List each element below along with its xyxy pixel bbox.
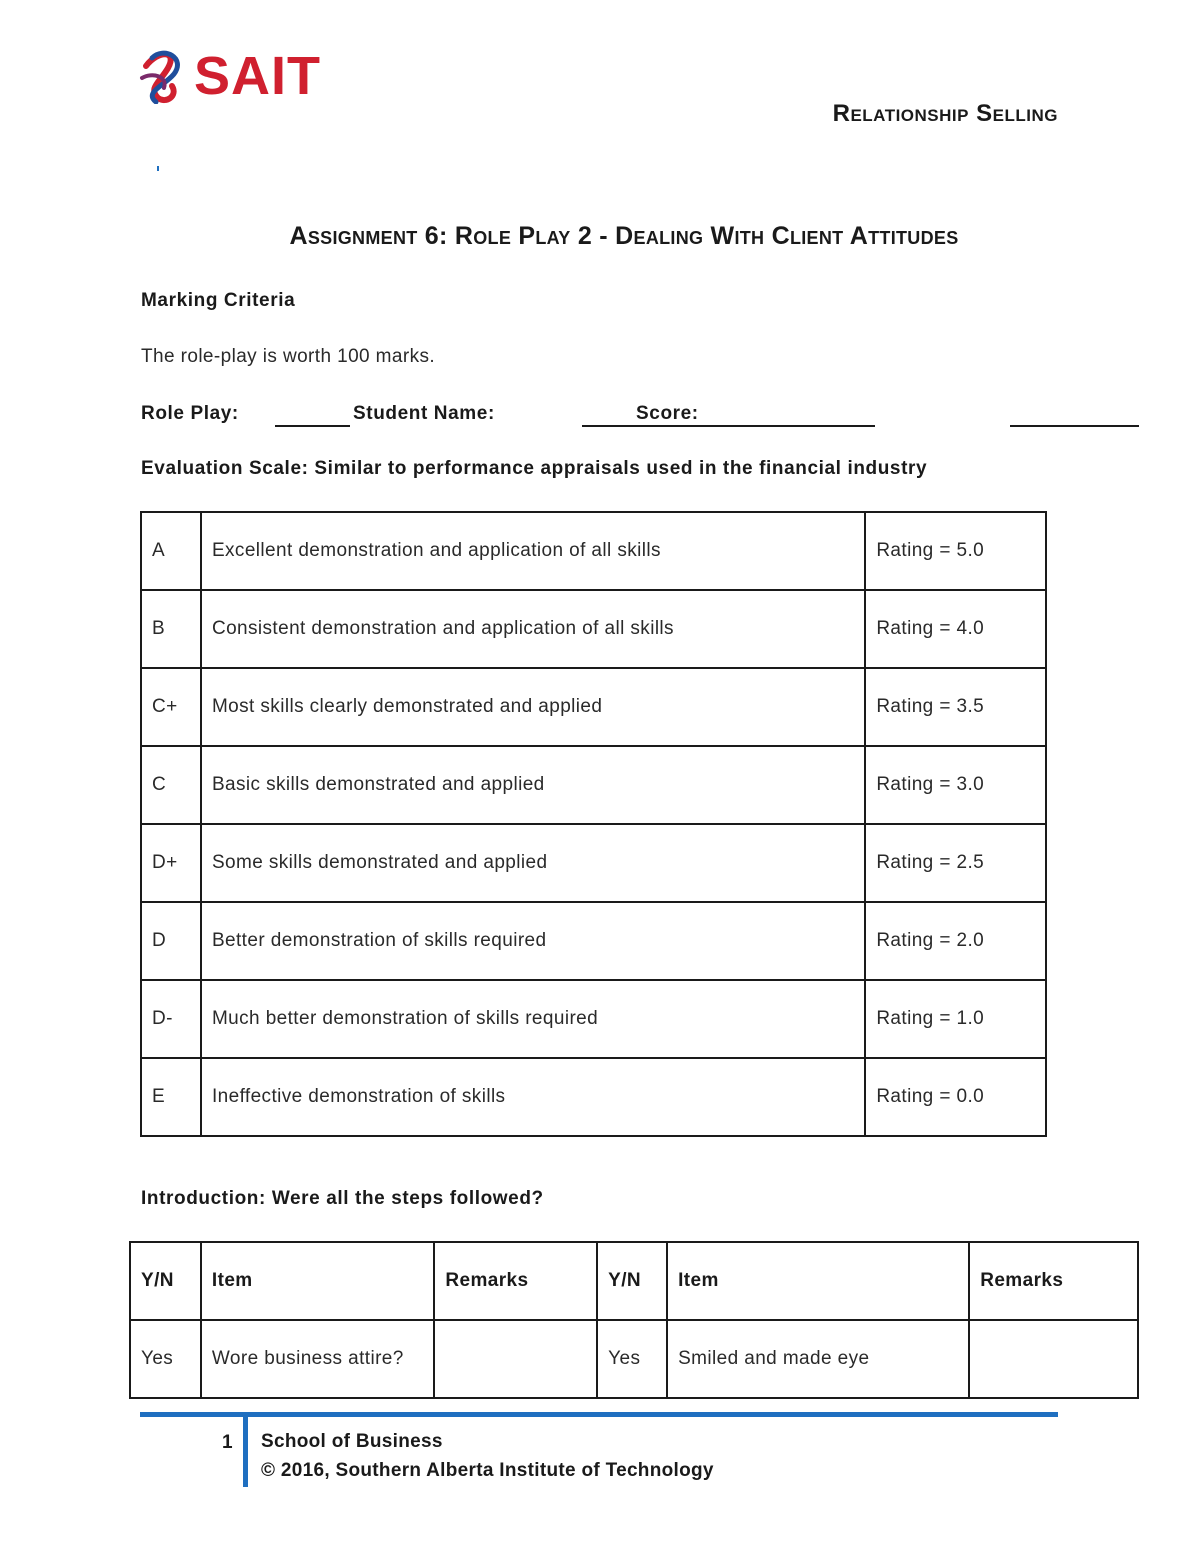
header-remarks: Remarks <box>969 1242 1138 1320</box>
footer-copyright: © 2016, Southern Alberta Institute of Technology <box>261 1460 714 1481</box>
grade-cell: D- <box>141 980 201 1058</box>
header-yn: Y/N <box>130 1242 201 1320</box>
table-row <box>141 824 1046 902</box>
grade-cell: D <box>141 902 201 980</box>
table-row <box>141 1058 1046 1136</box>
table-row <box>141 590 1046 668</box>
description-cell: Most skills clearly demonstrated and applied <box>201 668 865 746</box>
table-header-row <box>130 1242 1138 1320</box>
description-cell: Better demonstration of skills required <box>201 902 865 980</box>
grade-cell: B <box>141 590 201 668</box>
student-name-blank <box>582 425 875 427</box>
description-cell: Some skills demonstrated and applied <box>201 824 865 902</box>
marks-worth-text: The role-play is worth 100 marks. <box>141 346 436 367</box>
item-cell: Wore business attire? <box>201 1320 434 1398</box>
rating-cell: Rating = 1.0 <box>865 980 1046 1058</box>
score-label: Score: <box>636 403 699 424</box>
rating-cell: Rating = 5.0 <box>865 512 1046 590</box>
header-item: Item <box>201 1242 434 1320</box>
table-row <box>141 902 1046 980</box>
role-play-label: Role Play: <box>141 403 239 424</box>
evaluation-scale-heading: Evaluation Scale: Similar to performance appraisals used in the financial industry <box>141 458 928 479</box>
header-tick-mark <box>157 166 159 171</box>
sait-logo-text: SAIT <box>194 46 322 106</box>
score-blank <box>1010 425 1139 427</box>
remarks-cell <box>434 1320 597 1398</box>
rating-cell: Rating = 2.0 <box>865 902 1046 980</box>
description-cell: Consistent demonstration and application of all skills <box>201 590 865 668</box>
role-play-blank <box>275 425 350 427</box>
table-row <box>141 512 1046 590</box>
footer-school: School of Business <box>261 1431 443 1452</box>
description-cell: Basic skills demonstrated and applied <box>201 746 865 824</box>
grade-cell: D+ <box>141 824 201 902</box>
course-title: Relationship Selling <box>832 100 1058 127</box>
sait-logo <box>138 46 338 106</box>
yn-cell: Yes <box>597 1320 667 1398</box>
assignment-title: Assignment 6: Role Play 2 - Dealing With Client Attitudes <box>289 222 959 250</box>
description-cell: Ineffective demonstration of skills <box>201 1058 865 1136</box>
sait-logo-mark-icon <box>138 48 194 104</box>
table-row <box>141 746 1046 824</box>
grade-cell: C+ <box>141 668 201 746</box>
yn-cell: Yes <box>130 1320 201 1398</box>
marking-criteria-heading: Marking Criteria <box>141 290 296 311</box>
header-remarks: Remarks <box>434 1242 597 1320</box>
item-cell: Smiled and made eye <box>667 1320 969 1398</box>
footer-divider <box>140 1412 1058 1417</box>
table-row <box>130 1320 1138 1398</box>
table-row <box>141 980 1046 1058</box>
footer-vertical-bar <box>243 1417 248 1487</box>
grade-cell: C <box>141 746 201 824</box>
description-cell: Excellent demonstration and application of all skills <box>201 512 865 590</box>
table-row <box>141 668 1046 746</box>
student-name-label: Student Name: <box>353 403 495 424</box>
page-number: 1 <box>222 1432 233 1453</box>
grade-cell: A <box>141 512 201 590</box>
rating-cell: Rating = 4.0 <box>865 590 1046 668</box>
header-yn: Y/N <box>597 1242 667 1320</box>
rating-cell: Rating = 3.5 <box>865 668 1046 746</box>
rating-cell: Rating = 0.0 <box>865 1058 1046 1136</box>
rating-cell: Rating = 3.0 <box>865 746 1046 824</box>
evaluation-scale-table <box>140 511 1047 1137</box>
description-cell: Much better demonstration of skills required <box>201 980 865 1058</box>
introduction-heading: Introduction: Were all the steps followed? <box>141 1188 544 1209</box>
grade-cell: E <box>141 1058 201 1136</box>
header-item: Item <box>667 1242 969 1320</box>
introduction-steps-table <box>129 1241 1139 1399</box>
remarks-cell <box>969 1320 1138 1398</box>
rating-cell: Rating = 2.5 <box>865 824 1046 902</box>
